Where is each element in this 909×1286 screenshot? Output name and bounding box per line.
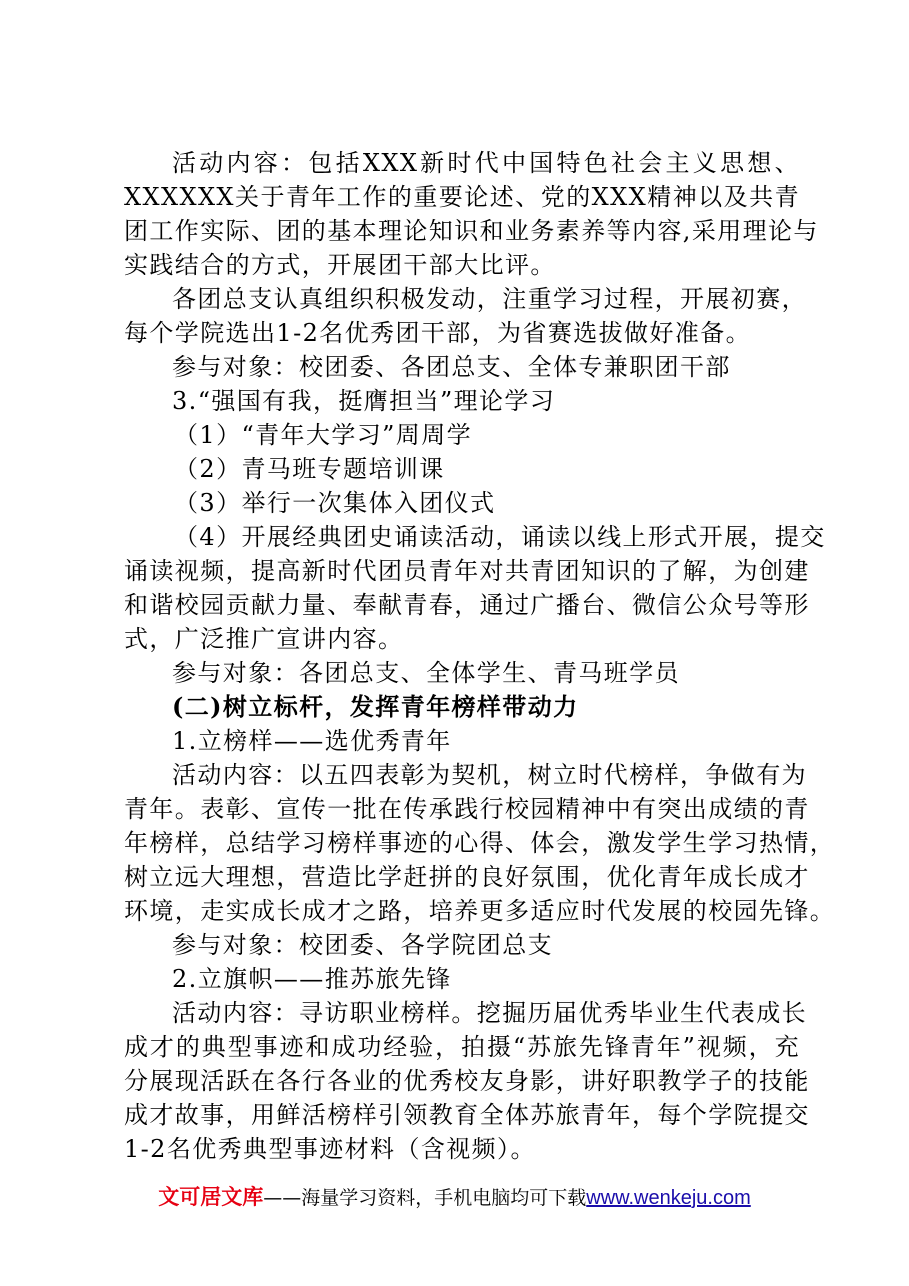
text-line: 参与对象：各团总支、全体学生、青马班学员 [172,659,680,687]
text-line: 年榜样，总结学习榜样事迹的心得、体会，激发学生学习热情， [124,829,836,857]
website-link[interactable]: www.wenkeju.com [586,1187,751,1209]
text-line: 诵读视频，提高新时代团员青年对共青团知识的了解，为创建 [124,557,810,585]
brand-logo-text: 文可居文库 [158,1185,264,1209]
footer-dash: —— [263,1187,302,1209]
text-line: 活动内容：以五四表彰为契机，树立时代榜样，争做有为 [172,761,807,789]
text-line: 各团总支认真组织积极发动，注重学习过程，开展初赛， [172,285,807,313]
text-line: 每个学院选出1-2名优秀团干部，为省赛选拔做好准备。 [124,319,752,347]
list-item: （4）开展经典团史诵读活动，诵读以线上形式开展，提交 [174,523,826,551]
text-line: 参与对象：校团委、各学院团总支 [172,931,553,959]
list-item: （1）“青年大学习”周周学 [174,421,473,449]
section-heading: 3.“强国有我，挺膺担当”理论学习 [172,387,556,415]
section-heading: 2.立旗帜——推苏旅先锋 [172,965,452,993]
text-line: 青年。表彰、宣传一批在传承践行校园精神中有突出成绩的青 [124,795,810,823]
text-line: 成才故事，用鲜活榜样引领教育全体苏旅青年，每个学院提交 [124,1101,810,1129]
section-heading: (二)树立标杆，发挥青年榜样带动力 [172,692,579,721]
text-line: XXXXXX关于青年工作的重要论述、党的XXX精神以及共青 [124,183,800,211]
text-line: 分展现活跃在各行各业的优秀校友身影，讲好职教学子的技能 [124,1067,810,1095]
text-line: 实践结合的方式，开展团干部大比评。 [124,251,556,279]
section-heading: 1.立榜样——选优秀青年 [172,727,452,755]
text-line: 式，广泛推广宣讲内容。 [124,625,404,653]
text-line: 团工作实际、团的基本理论知识和业务素养等内容,采用理论与 [124,217,819,245]
footer-slogan: 海量学习资料，手机电脑均可下载 [301,1187,587,1209]
list-item: （3）举行一次集体入团仪式 [174,489,496,517]
text-line: 环境，走实成长成才之路，培养更多适应时代发展的校园先锋。 [124,897,836,925]
text-line: 和谐校园贡献力量、奉献青春，通过广播台、微信公众号等形 [124,591,810,619]
page-footer [0,1183,909,1212]
list-item: （2）青马班专题培训课 [174,455,445,483]
text-line: 树立远大理想，营造比学赶拼的良好氛围，优化青年成长成才 [124,863,810,891]
text-line: 参与对象：校团委、各团总支、全体专兼职团干部 [172,353,731,381]
text-line: 活动内容：寻访职业榜样。挖掘历届优秀毕业生代表成长 [172,999,807,1027]
text-line: 成才的典型事迹和成功经验，拍摄“苏旅先锋青年”视频，充 [124,1033,800,1061]
text-line: 活动内容：包括XXX新时代中国特色社会主义思想、 [172,149,800,177]
text-line: 1-2名优秀典型事迹材料（含视频）。 [124,1135,536,1163]
document-body [124,146,836,1166]
